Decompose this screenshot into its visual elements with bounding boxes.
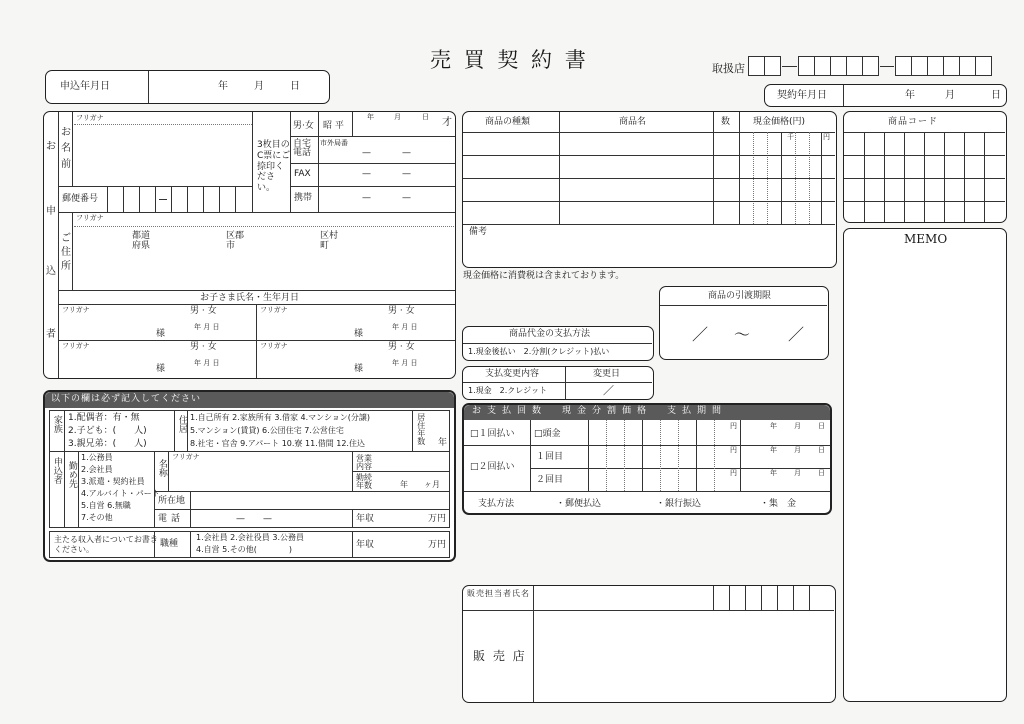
handler-label: 取扱店 xyxy=(712,62,745,75)
applicant-gender[interactable]: 男·女 xyxy=(293,121,314,131)
remarks-label: 備考 xyxy=(469,227,488,237)
application-date-field[interactable] xyxy=(45,70,330,104)
mobile-label: 携帯 xyxy=(294,193,313,203)
job-parttime[interactable]: 4.アルバイト・パート xyxy=(81,489,160,498)
col-cash-price: 現金価格(円) xyxy=(753,117,806,127)
child1-gender[interactable]: 男 · 女 xyxy=(190,306,217,316)
payment-method-options[interactable]: 1.現金後払い 2.分割(クレジット)払い xyxy=(468,347,610,356)
side-char-sha: 者 xyxy=(46,329,56,340)
single-year: 年 xyxy=(770,422,777,430)
second-year: 年 xyxy=(770,469,777,477)
delivery-slash-2: ／ xyxy=(788,325,805,344)
child2-birth: 年 月 日 xyxy=(392,323,418,331)
application-date-label: 申込年月日 xyxy=(60,81,110,92)
first-day: 日 xyxy=(818,446,825,454)
address-char-3: 所 xyxy=(61,261,71,272)
second-yen-unit: 円 xyxy=(730,469,737,477)
side-char-komi: 込 xyxy=(46,266,56,277)
memo-area[interactable] xyxy=(843,228,1007,702)
earner-income-unit: 万円 xyxy=(428,540,447,550)
birth-era[interactable]: 昭 平 xyxy=(323,121,344,131)
fax-dash-2: — xyxy=(402,169,411,179)
city-suffix: 区郡市 xyxy=(226,231,245,251)
app-month-unit: 月 xyxy=(254,81,264,92)
town-suffix: 区村町 xyxy=(320,231,339,251)
family-spouse[interactable]: 1.配偶者：有・無 xyxy=(68,413,140,423)
sales-rep-label: 販売担当者氏名 xyxy=(467,589,530,598)
work-label: 勤め先 xyxy=(66,461,77,488)
company-location-label: 所在地 xyxy=(158,496,186,506)
product-code-header: 商品コード xyxy=(888,117,939,127)
occupation-line-2[interactable]: 4.自営 5.その他( ) xyxy=(196,545,293,554)
contract-date-field[interactable] xyxy=(764,84,1007,107)
fax-label: FAX xyxy=(294,169,311,179)
first-yen-unit: 円 xyxy=(730,446,737,454)
single-month: 月 xyxy=(794,422,801,430)
change-date-slash: ／ xyxy=(603,384,614,397)
name-char-3: 前 xyxy=(61,159,71,170)
occupation-line-1[interactable]: 1.会社員 2.会社役員 3.公務員 xyxy=(196,533,304,542)
delivery-period-field[interactable] xyxy=(659,286,829,360)
payment-channel-label: 支払方法 xyxy=(478,499,515,509)
delivery-slash-1: ／ xyxy=(692,325,709,344)
address-furigana: フリガナ xyxy=(76,214,104,222)
annual-income-label: 年収 xyxy=(356,514,375,524)
child2-furigana: フリガナ xyxy=(260,306,288,314)
prefecture-suffix: 都道府県 xyxy=(132,231,151,251)
app-year-unit: 年 xyxy=(218,81,228,92)
home-phone-dash-2: — xyxy=(402,148,411,158)
family-children[interactable]: 2.子ども：( 人) xyxy=(68,426,147,436)
payment-change-options[interactable]: 1.現金 2.クレジット xyxy=(468,386,548,395)
business-label: 営業内容 xyxy=(356,454,372,471)
side-char-o: お xyxy=(46,141,56,152)
child1-furigana: フリガナ xyxy=(62,306,90,314)
products-table xyxy=(462,111,837,268)
children-header: お子さま氏名・生年月日 xyxy=(200,293,300,303)
job-selfemployed[interactable]: 5.自営 6.無職 xyxy=(81,501,131,510)
residence-label: 住居 xyxy=(176,415,187,433)
name-char-2: 名 xyxy=(61,143,71,154)
product-code-table xyxy=(843,111,1007,223)
family-label: 家族 xyxy=(51,415,62,433)
address-char-1: ご xyxy=(61,233,71,244)
company-phone-dashes: — — xyxy=(236,514,273,524)
job-civil-servant[interactable]: 1.公務員 xyxy=(81,453,113,462)
contract-year-unit: 年 xyxy=(905,90,915,101)
delivery-label: 商品の引渡期限 xyxy=(708,291,772,301)
child3-honorific: 様 xyxy=(156,364,166,374)
company-name-label: 名称 xyxy=(156,459,167,477)
installments-header: お支払回数 現金分割価格 支払期間 xyxy=(472,406,728,416)
mobile-dash-1: — xyxy=(362,193,371,203)
col-product-type: 商品の種類 xyxy=(485,117,531,127)
first-installment-label: １回目 xyxy=(536,452,564,462)
applicant-section xyxy=(43,111,456,379)
income-section xyxy=(43,390,456,562)
payment-change-label: 支払変更内容 xyxy=(485,369,540,379)
tax-note: 現金価格に消費税は含まれております。 xyxy=(463,271,625,281)
seller-section xyxy=(462,585,836,703)
double-payment-checkbox[interactable]: □２回払い xyxy=(470,462,515,472)
area-code-label: 市外局番 xyxy=(320,139,348,147)
payment-method-label: 商品代金の支払方法 xyxy=(509,329,591,339)
method-postal[interactable]: ・郵便払込 xyxy=(556,499,602,509)
second-month: 月 xyxy=(794,469,801,477)
child1-birth: 年 月 日 xyxy=(194,323,220,331)
family-relatives[interactable]: 3.親兄弟：( 人) xyxy=(68,439,147,449)
child3-birth: 年 月 日 xyxy=(194,359,220,367)
residence-line-3[interactable]: 8.社宅・官舎 9.アパート 10.寮 11.借間 12.住込 xyxy=(190,439,365,448)
residence-year-unit: 年 xyxy=(438,438,448,448)
address-char-2: 住 xyxy=(61,247,71,258)
tenure-label: 勤続年数 xyxy=(356,473,372,490)
first-year: 年 xyxy=(770,446,777,454)
method-bank[interactable]: ・銀行振込 xyxy=(656,499,702,509)
method-collection[interactable]: ・集 金 xyxy=(760,499,797,509)
second-day: 日 xyxy=(818,469,825,477)
child4-birth: 年 月 日 xyxy=(392,359,418,367)
earner-income-label: 年収 xyxy=(356,540,375,550)
residence-years-label: 居住年数 xyxy=(416,413,426,445)
child4-gender[interactable]: 男 · 女 xyxy=(388,342,415,352)
annual-income-unit: 万円 xyxy=(428,514,447,524)
birth-day-unit: 日 xyxy=(422,113,429,121)
job-other[interactable]: 7.その他 xyxy=(81,513,113,522)
contract-month-unit: 月 xyxy=(945,90,955,101)
stamp-note: 3枚目のC票にご捺印ください。 xyxy=(257,140,291,194)
single-yen-unit: 円 xyxy=(730,422,737,430)
single-day: 日 xyxy=(818,422,825,430)
postal-label: 郵便番号 xyxy=(62,194,99,204)
child3-furigana: フリガナ xyxy=(62,342,90,350)
child2-gender[interactable]: 男 · 女 xyxy=(388,306,415,316)
fax-dash-1: — xyxy=(362,169,371,179)
birth-month-unit: 月 xyxy=(394,113,401,121)
memo-label: MEMO xyxy=(904,232,948,246)
price-unit-yen: 円 xyxy=(823,133,830,141)
payment-method-field[interactable] xyxy=(462,326,654,361)
company-furigana: フリガナ xyxy=(172,453,200,461)
age-suffix: 才 xyxy=(442,117,452,128)
child2-honorific: 様 xyxy=(354,329,364,339)
second-installment-label: ２回目 xyxy=(536,475,564,485)
app-day-unit: 日 xyxy=(290,81,300,92)
name-char-1: お xyxy=(61,127,71,138)
child4-furigana: フリガナ xyxy=(260,342,288,350)
delivery-tilde: ～ xyxy=(734,325,751,344)
job-employee[interactable]: 2.会社員 xyxy=(81,465,113,474)
deposit-checkbox[interactable]: □頭金 xyxy=(534,429,561,439)
contract-day-unit: 日 xyxy=(991,90,1001,101)
child4-honorific: 様 xyxy=(354,364,364,374)
main-earner-note: 主たる収入者についてお書きください。 xyxy=(54,535,158,554)
price-unit-thousand: 千 xyxy=(787,133,794,141)
child1-honorific: 様 xyxy=(156,329,166,339)
occupation-label: 職種 xyxy=(160,539,179,549)
first-month: 月 xyxy=(794,446,801,454)
birth-year-unit: 年 xyxy=(367,113,374,121)
job-contract[interactable]: 3.派遣・契約社員 xyxy=(81,477,145,486)
single-payment-checkbox[interactable]: □１回払い xyxy=(470,429,515,439)
contract-date-label: 契約年月日 xyxy=(777,90,827,101)
residence-line-1[interactable]: 1.自己所有 2.家族所有 3.借家 4.マンション(分譲) xyxy=(190,413,371,422)
installments-section xyxy=(462,403,832,515)
mobile-dash-2: — xyxy=(402,193,411,203)
change-date-label: 変更日 xyxy=(593,369,621,379)
employment-applicant-label: 申込者 xyxy=(51,457,62,484)
side-char-mou: 申 xyxy=(46,206,56,217)
store-label: 販 売 店 xyxy=(473,649,527,663)
company-phone-label: 電話 xyxy=(158,514,185,524)
col-quantity: 数 xyxy=(721,117,731,127)
home-phone-label: 自宅電話 xyxy=(293,139,312,158)
col-product-name: 商品名 xyxy=(619,117,647,127)
document-title: 売 買 契 約 書 xyxy=(430,48,589,72)
residence-line-2[interactable]: 5.マンション(賃貸) 6.公団住宅 7.公営住宅 xyxy=(190,426,344,435)
home-phone-dash-1: — xyxy=(362,148,371,158)
tenure-units: 年 ヶ月 xyxy=(400,480,440,489)
payment-change-field[interactable] xyxy=(462,366,654,400)
child3-gender[interactable]: 男 · 女 xyxy=(190,342,217,352)
income-header: 以下の欄は必ず記入してください xyxy=(51,394,202,404)
name-furigana: フリガナ xyxy=(76,114,104,122)
